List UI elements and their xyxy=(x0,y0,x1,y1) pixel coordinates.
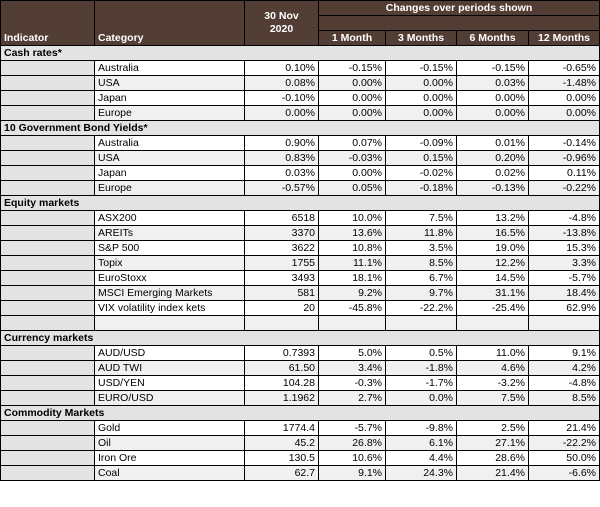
value-cell: 1774.4 xyxy=(245,421,319,436)
value-cell: 45.2 xyxy=(245,436,319,451)
table-row xyxy=(1,421,600,436)
value-cell: 3622 xyxy=(245,241,319,256)
indicator-cell xyxy=(1,376,95,391)
change-cell: -0.96% xyxy=(529,151,600,166)
indicator-cell xyxy=(1,451,95,466)
change-cell: -0.13% xyxy=(457,181,529,196)
indicator-cell xyxy=(1,301,95,316)
category-cell: Japan xyxy=(95,91,245,106)
value-cell: 61.50 xyxy=(245,361,319,376)
change-cell: 5.0% xyxy=(319,346,386,361)
change-cell: 3.4% xyxy=(319,361,386,376)
section-title: Equity markets xyxy=(1,196,600,211)
value-cell: 3370 xyxy=(245,226,319,241)
indicator-cell xyxy=(1,391,95,406)
section-header-row xyxy=(1,196,600,211)
table-row xyxy=(1,106,600,121)
change-cell: 19.0% xyxy=(457,241,529,256)
category-cell: Australia xyxy=(95,61,245,76)
change-cell: 11.0% xyxy=(457,346,529,361)
change-cell: -0.09% xyxy=(386,136,457,151)
value-cell: 20 xyxy=(245,301,319,316)
category-cell: ASX200 xyxy=(95,211,245,226)
table-row xyxy=(1,226,600,241)
table-row xyxy=(1,391,600,406)
change-cell: 4.2% xyxy=(529,361,600,376)
category-cell xyxy=(95,316,245,331)
change-cell: 4.6% xyxy=(457,361,529,376)
table-row xyxy=(1,436,600,451)
change-cell xyxy=(457,316,529,331)
table-row xyxy=(1,181,600,196)
change-cell: 7.5% xyxy=(386,211,457,226)
change-cell: 16.5% xyxy=(457,226,529,241)
category-cell: Topix xyxy=(95,256,245,271)
category-cell: USD/YEN xyxy=(95,376,245,391)
change-cell: 0.00% xyxy=(319,91,386,106)
change-cell: -9.8% xyxy=(386,421,457,436)
table-row xyxy=(1,166,600,181)
change-cell: -5.7% xyxy=(319,421,386,436)
value-cell: -0.10% xyxy=(245,91,319,106)
change-cell: 0.20% xyxy=(457,151,529,166)
section-header-row xyxy=(1,331,600,346)
indicator-cell xyxy=(1,466,95,481)
table-row xyxy=(1,361,600,376)
indicator-cell xyxy=(1,241,95,256)
change-cell: -0.22% xyxy=(529,181,600,196)
section-title: Cash rates* xyxy=(1,46,600,61)
category-cell: AUD/USD xyxy=(95,346,245,361)
change-cell: -1.8% xyxy=(386,361,457,376)
indicator-cell xyxy=(1,316,95,331)
value-cell: 104.28 xyxy=(245,376,319,391)
change-cell: 8.5% xyxy=(529,391,600,406)
category-cell: EURO/USD xyxy=(95,391,245,406)
change-cell: 2.7% xyxy=(319,391,386,406)
change-cell: 26.8% xyxy=(319,436,386,451)
change-cell: 3.5% xyxy=(386,241,457,256)
date-header xyxy=(245,1,319,46)
section-title: 10 Government Bond Yields* xyxy=(1,121,600,136)
indicator-cell xyxy=(1,181,95,196)
section-header-row xyxy=(1,121,600,136)
change-cell: 11.1% xyxy=(319,256,386,271)
period-header-6m: 6 Months xyxy=(457,31,529,46)
change-cell: 0.00% xyxy=(457,91,529,106)
value-cell: 6518 xyxy=(245,211,319,226)
change-cell: 18.4% xyxy=(529,286,600,301)
indicator-cell xyxy=(1,211,95,226)
change-cell: 31.1% xyxy=(457,286,529,301)
category-cell: USA xyxy=(95,76,245,91)
change-cell: 18.1% xyxy=(319,271,386,286)
change-cell xyxy=(386,316,457,331)
change-cell: 3.3% xyxy=(529,256,600,271)
change-cell: 0.07% xyxy=(319,136,386,151)
change-cell: 21.4% xyxy=(529,421,600,436)
change-cell: -13.8% xyxy=(529,226,600,241)
change-cell: -22.2% xyxy=(386,301,457,316)
date-header-line1: 30 Nov xyxy=(264,10,299,22)
indicator-cell xyxy=(1,151,95,166)
category-cell: AUD TWI xyxy=(95,361,245,376)
change-cell: 0.00% xyxy=(457,106,529,121)
table-row xyxy=(1,286,600,301)
change-cell: 0.03% xyxy=(457,76,529,91)
table-row xyxy=(1,271,600,286)
change-cell: 14.5% xyxy=(457,271,529,286)
change-cell: 7.5% xyxy=(457,391,529,406)
value-cell xyxy=(245,316,319,331)
date-header-line2: 2020 xyxy=(269,23,294,35)
change-cell: -5.7% xyxy=(529,271,600,286)
change-cell: 0.00% xyxy=(529,91,600,106)
change-cell: 0.00% xyxy=(386,91,457,106)
change-cell: -0.15% xyxy=(457,61,529,76)
change-cell: -6.6% xyxy=(529,466,600,481)
indicator-header: Indicator xyxy=(1,1,95,46)
change-cell: -0.65% xyxy=(529,61,600,76)
change-cell: 0.00% xyxy=(529,106,600,121)
table-header xyxy=(1,1,600,46)
change-cell: 0.00% xyxy=(319,76,386,91)
change-cell: 0.5% xyxy=(386,346,457,361)
changes-header-spacer xyxy=(319,16,600,31)
category-cell: Oil xyxy=(95,436,245,451)
change-cell: 21.4% xyxy=(457,466,529,481)
indicator-cell xyxy=(1,361,95,376)
change-cell: 0.01% xyxy=(457,136,529,151)
value-cell: 1755 xyxy=(245,256,319,271)
table-row xyxy=(1,136,600,151)
period-header-3m: 3 Months xyxy=(386,31,457,46)
value-cell: 62.7 xyxy=(245,466,319,481)
value-cell: -0.57% xyxy=(245,181,319,196)
value-cell: 0.00% xyxy=(245,106,319,121)
value-cell: 130.5 xyxy=(245,451,319,466)
table-row xyxy=(1,376,600,391)
change-cell: 8.5% xyxy=(386,256,457,271)
indicator-cell xyxy=(1,256,95,271)
change-cell xyxy=(319,316,386,331)
change-cell: 9.1% xyxy=(319,466,386,481)
change-cell: -0.15% xyxy=(386,61,457,76)
change-cell: -4.8% xyxy=(529,376,600,391)
change-cell: 0.05% xyxy=(319,181,386,196)
change-cell: 27.1% xyxy=(457,436,529,451)
section-header-row xyxy=(1,406,600,421)
table-row xyxy=(1,241,600,256)
change-cell: 13.6% xyxy=(319,226,386,241)
category-cell: Europe xyxy=(95,106,245,121)
change-cell: 24.3% xyxy=(386,466,457,481)
change-cell: -25.4% xyxy=(457,301,529,316)
value-cell: 0.08% xyxy=(245,76,319,91)
value-cell: 0.83% xyxy=(245,151,319,166)
table-row xyxy=(1,346,600,361)
value-cell: 581 xyxy=(245,286,319,301)
table-row xyxy=(1,151,600,166)
change-cell xyxy=(529,316,600,331)
change-cell: -0.03% xyxy=(319,151,386,166)
value-cell: 0.7393 xyxy=(245,346,319,361)
category-cell: S&P 500 xyxy=(95,241,245,256)
change-cell: 12.2% xyxy=(457,256,529,271)
indicator-cell xyxy=(1,421,95,436)
category-cell: MSCI Emerging Markets xyxy=(95,286,245,301)
change-cell: -0.14% xyxy=(529,136,600,151)
indicator-cell xyxy=(1,91,95,106)
change-cell: 28.6% xyxy=(457,451,529,466)
table-row xyxy=(1,91,600,106)
change-cell: -0.18% xyxy=(386,181,457,196)
change-cell: -1.48% xyxy=(529,76,600,91)
table-body xyxy=(1,46,600,481)
indicator-cell xyxy=(1,271,95,286)
category-cell: EuroStoxx xyxy=(95,271,245,286)
table-row xyxy=(1,61,600,76)
category-cell: AREITs xyxy=(95,226,245,241)
change-cell: 6.7% xyxy=(386,271,457,286)
category-cell: Japan xyxy=(95,166,245,181)
indicator-cell xyxy=(1,136,95,151)
value-cell: 0.90% xyxy=(245,136,319,151)
category-cell: Europe xyxy=(95,181,245,196)
table-row xyxy=(1,466,600,481)
change-cell: 9.7% xyxy=(386,286,457,301)
change-cell: 10.6% xyxy=(319,451,386,466)
value-cell: 0.10% xyxy=(245,61,319,76)
change-cell: 0.0% xyxy=(386,391,457,406)
change-cell: 62.9% xyxy=(529,301,600,316)
change-cell: -0.02% xyxy=(386,166,457,181)
change-cell: 13.2% xyxy=(457,211,529,226)
indicator-cell xyxy=(1,286,95,301)
category-cell: USA xyxy=(95,151,245,166)
change-cell: 0.15% xyxy=(386,151,457,166)
change-cell: -4.8% xyxy=(529,211,600,226)
change-cell: -0.15% xyxy=(319,61,386,76)
indicator-cell xyxy=(1,436,95,451)
indicator-cell xyxy=(1,166,95,181)
change-cell: 50.0% xyxy=(529,451,600,466)
change-cell: -1.7% xyxy=(386,376,457,391)
table-row xyxy=(1,256,600,271)
change-cell: 0.02% xyxy=(457,166,529,181)
change-cell: 9.1% xyxy=(529,346,600,361)
indicator-cell xyxy=(1,106,95,121)
section-title: Commodity Markets xyxy=(1,406,600,421)
value-cell: 1.1962 xyxy=(245,391,319,406)
table-row xyxy=(1,451,600,466)
section-title: Currency markets xyxy=(1,331,600,346)
change-cell: 9.2% xyxy=(319,286,386,301)
table-row xyxy=(1,316,600,331)
table-row xyxy=(1,211,600,226)
change-cell: 0.00% xyxy=(386,76,457,91)
category-cell: Iron Ore xyxy=(95,451,245,466)
category-cell: Coal xyxy=(95,466,245,481)
indicator-cell xyxy=(1,61,95,76)
table-row xyxy=(1,76,600,91)
category-cell: VIX volatility index kets xyxy=(95,301,245,316)
change-cell: 0.00% xyxy=(319,166,386,181)
indicator-cell xyxy=(1,346,95,361)
period-header-12m: 12 Months xyxy=(529,31,600,46)
change-cell: 0.11% xyxy=(529,166,600,181)
indicator-cell xyxy=(1,76,95,91)
change-cell: -45.8% xyxy=(319,301,386,316)
value-cell: 3493 xyxy=(245,271,319,286)
category-header: Category xyxy=(95,1,245,46)
table-row xyxy=(1,301,600,316)
change-cell: 15.3% xyxy=(529,241,600,256)
period-header-1m: 1 Month xyxy=(319,31,386,46)
category-cell: Gold xyxy=(95,421,245,436)
change-cell: 0.00% xyxy=(319,106,386,121)
value-cell: 0.03% xyxy=(245,166,319,181)
change-cell: 11.8% xyxy=(386,226,457,241)
changes-header: Changes over periods shown xyxy=(319,1,600,16)
change-cell: -3.2% xyxy=(457,376,529,391)
change-cell: 0.00% xyxy=(386,106,457,121)
change-cell: 10.8% xyxy=(319,241,386,256)
change-cell: -22.2% xyxy=(529,436,600,451)
change-cell: 2.5% xyxy=(457,421,529,436)
change-cell: 10.0% xyxy=(319,211,386,226)
change-cell: -0.3% xyxy=(319,376,386,391)
change-cell: 4.4% xyxy=(386,451,457,466)
section-header-row xyxy=(1,46,600,61)
indicator-cell xyxy=(1,226,95,241)
change-cell: 6.1% xyxy=(386,436,457,451)
category-cell: Australia xyxy=(95,136,245,151)
